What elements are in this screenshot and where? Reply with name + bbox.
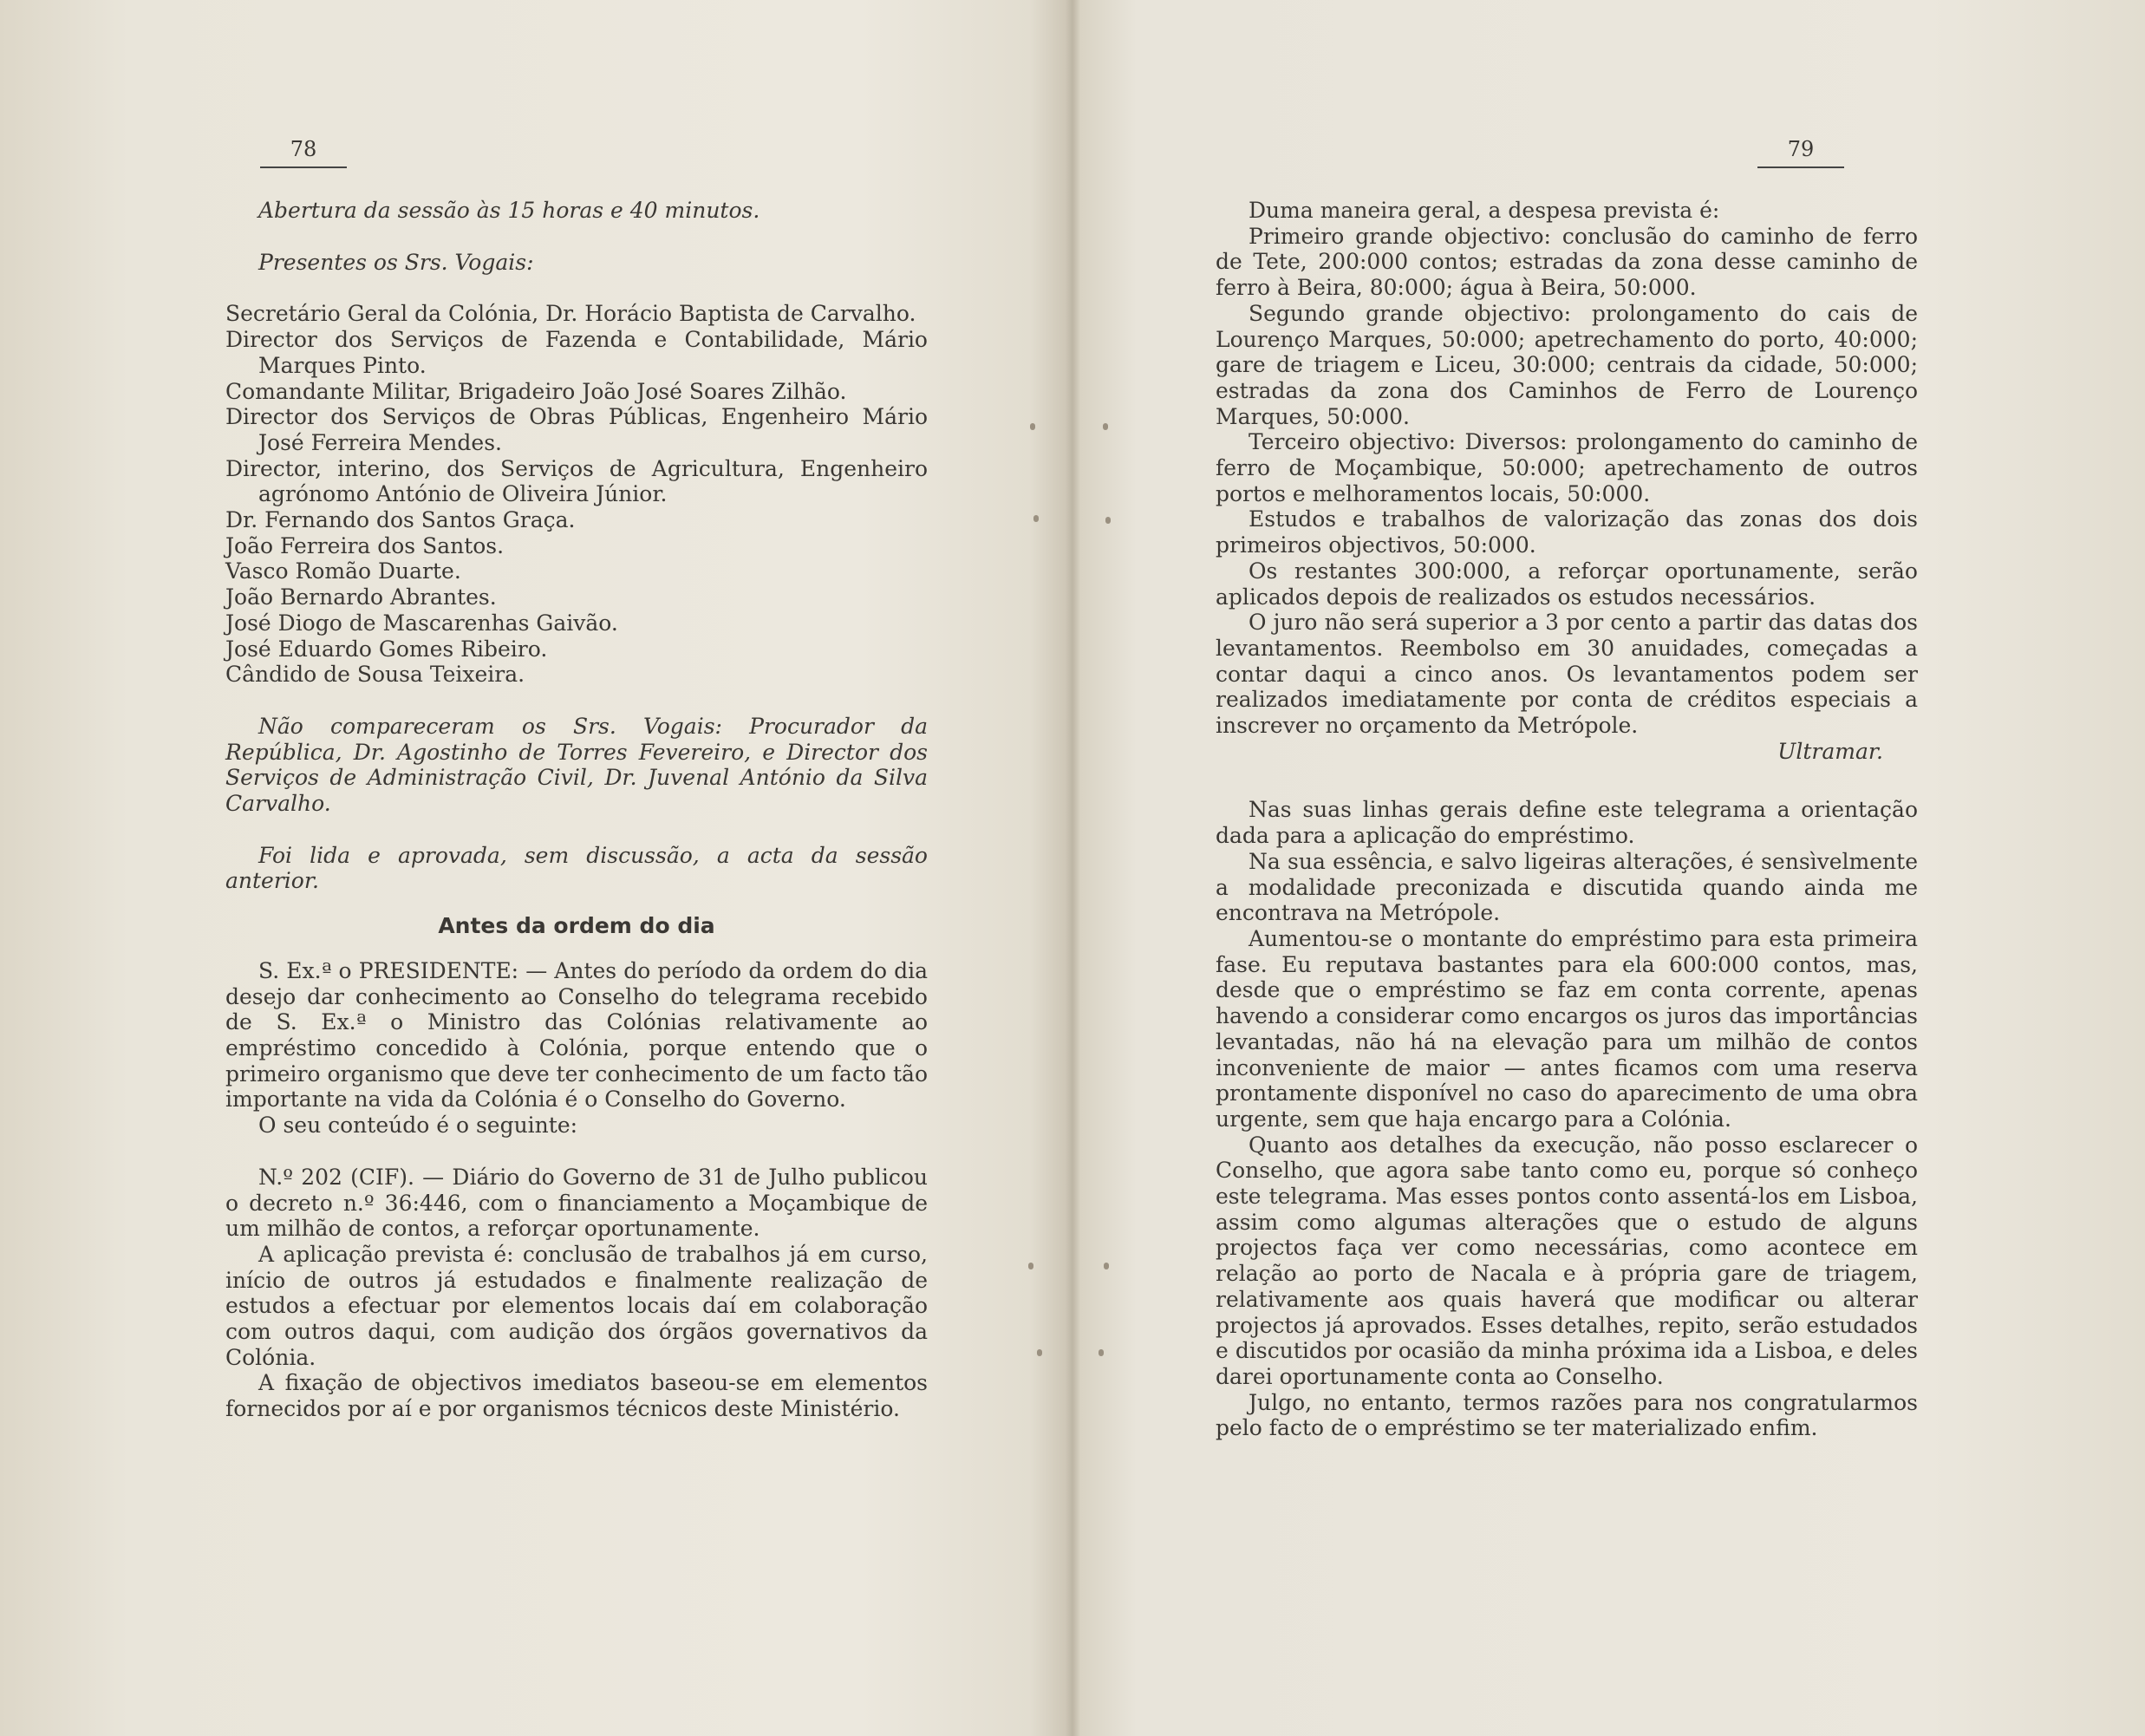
left-text-column <box>225 198 928 1422</box>
body-paragraph: Quanto aos detalhes da execução, não posso esclarecer o Conselho, que agora sabe tanto como eu, porque só conheço este telegrama. Mas esses pontos conto assentá-los em Lisboa, assim como algumas alterações que o estudo de alguns projectos faça ver como necessárias, como acontece em relação ao porto de Nacala e à própria gare de triagem, relativamente aos quais haverá que modificar ou alterar projectos já aprovados. Esses detalhes, repito, serão estudados e discutidos por ocasião da minha próxima ida a Lisboa, e deles darei oportunamente conta ao Conselho. <box>1216 1132 1918 1389</box>
content-intro: O seu conteúdo é o seguinte: <box>258 1113 578 1139</box>
president-speech: S. Ex.ª o PRESIDENTE: — Antes do período da ordem do dia desejo dar conhecimento ao Conselho do telegrama recebido de S. Ex.ª o Ministro das Colónias relativamente ao empréstimo concedido à Colónia, porque entendo que o primeiro organismo que deve ter conhecimento de um facto tão importante na vida da Colónia é o Conselho do Governo. <box>225 957 928 1113</box>
attendee: José Eduardo Gomes Ribeiro. <box>225 636 548 662</box>
body-paragraph: O juro não será superior a 3 por cento a partir das datas dos levantamentos. Reembolso em 30 anuidades, começadas a contar daqui a cinco anos. Os levantamentos podem ser realizados imediatamente por conta de créditos especiais a inscrever no orçamento da Metrópole. <box>1216 610 1918 739</box>
attendee: Secretário Geral da Colónia, Dr. Horácio Baptista de Carvalho. <box>225 301 916 327</box>
right-text-column <box>1216 198 1918 1441</box>
attendee: Dr. Fernando dos Santos Graça. <box>225 507 576 533</box>
attendee: João Bernardo Abrantes. <box>225 584 497 610</box>
body-paragraph: Aumentou-se o montante do empréstimo para esta primeira fase. Eu reputava bastantes para ela 600:000 contos, mas, desde que o empréstimo se faz em conta corrente, apenas havendo a considerar como encargos os juros das importâncias levantadas, não há na elevação para um milhão de contos inconveniente de maior — antes ficamos com uma reserva prontamente disponível no caso do aparecimento de uma obra urgente, sem que haja encargo para a Colónia. <box>1216 925 1918 1132</box>
body-paragraph: Terceiro objectivo: Diversos: prolongamento do caminho de ferro de Moçambique, 50:000; apetrechamento de outros portos e melhoramentos locais, 50:000. <box>1216 429 1918 506</box>
binding-hole-mark <box>1105 517 1111 524</box>
right-page <box>1072 0 2145 1736</box>
absent-members: Não compareceram os Srs. Vogais: Procurador da República, Dr. Agostinho de Torres Fevereiro, e Director dos Serviços de Administração Civil, Dr. Juvenal António da Silva Carvalho. <box>225 713 928 817</box>
body-paragraph: Estudos e trabalhos de valorização das zonas dos dois primeiros objectivos, 50:000. <box>1216 506 1918 558</box>
minutes-approved: Foi lida e aprovada, sem discussão, a acta da sessão anterior. <box>225 842 928 894</box>
binding-hole-mark <box>1099 1349 1104 1356</box>
attendee: João Ferreira dos Santos. <box>225 532 505 558</box>
body-paragraph: Duma maneira geral, a despesa prevista é: <box>1249 198 1720 223</box>
attendee: José Diogo de Mascarenhas Gaivão. <box>225 610 618 636</box>
attendee: Director, interino, dos Serviços de Agricultura, Engenheiro agrónomo António de Oliveira Júnior. <box>225 455 928 507</box>
section-heading: Antes da ordem do dia <box>438 913 715 939</box>
page-number-left: 78 <box>260 137 347 168</box>
attendee: Comandante Militar, Brigadeiro João José Soares Zilhão. <box>225 378 847 404</box>
binding-hole-mark <box>1104 1263 1109 1269</box>
page-number-right: 79 <box>1757 137 1844 168</box>
body-paragraph: Na sua essência, e salvo ligeiras alterações, é sensìvelmente a modalidade preconizada e discutida quando ainda me encontrava na Metrópole. <box>1216 848 1918 926</box>
telegram-paragraph: A fixação de objectivos imediatos baseou-se em elementos fornecidos por aí e por organismos técnicos deste Ministério. <box>225 1370 928 1422</box>
telegram-signature: Ultramar. <box>1777 738 1883 764</box>
telegram-paragraph: A aplicação prevista é: conclusão de trabalhos já em curso, início de outros já estudados e finalmente realização de estudos a efectuar por elementos locais daí em colaboração com outros daqui, com audição dos órgãos governativos da Colónia. <box>225 1241 928 1370</box>
attendee: Vasco Romão Duarte. <box>225 558 461 584</box>
body-paragraph: Julgo, no entanto, termos razões para nos congratularmos pelo facto de o empréstimo se ter materializado enfim. <box>1216 1389 1918 1441</box>
attendee: Director dos Serviços de Obras Públicas, Engenheiro Mário José Ferreira Mendes. <box>225 404 928 455</box>
left-page <box>0 0 1072 1736</box>
body-paragraph: Os restantes 300:000, a reforçar oportunamente, serão aplicados depois de realizados os estudos necessários. <box>1216 558 1918 610</box>
body-paragraph: Nas suas linhas gerais define este telegrama a orientação dada para a aplicação do empréstimo. <box>1216 797 1918 849</box>
attendee: Director dos Serviços de Fazenda e Contabilidade, Mário Marques Pinto. <box>225 327 928 378</box>
body-paragraph: Segundo grande objectivo: prolongamento do cais de Lourenço Marques, 50:000; apetrechamento do porto, 40:000; gare de triagem e Liceu, 30:000; centrais da cidade, 50:000; estradas da zona dos Caminhos de Ferro de Lourenço Marques, 50:000. <box>1216 300 1918 429</box>
binding-hole-mark <box>1037 1349 1042 1356</box>
attendee-list <box>225 301 928 688</box>
attendee: Cândido de Sousa Teixeira. <box>225 662 525 688</box>
body-paragraph: Primeiro grande objectivo: conclusão do caminho de ferro de Tete, 200:000 contos; estradas da zona desse caminho de ferro à Beira, 80:000; água à Beira, 50:000. <box>1216 223 1918 301</box>
paragraph-spacer <box>1216 764 1918 797</box>
present-title: Presentes os Srs. Vogais: <box>258 249 534 275</box>
binding-hole-mark <box>1103 423 1108 430</box>
binding-hole-mark <box>1033 515 1039 522</box>
session-opening: Abertura da sessão às 15 horas e 40 minutos. <box>258 198 760 223</box>
binding-hole-mark <box>1030 423 1035 430</box>
telegram-paragraph: N.º 202 (CIF). — Diário do Governo de 31 de Julho publicou o decreto n.º 36:446, com o financiamento a Moçambique de um milhão de contos, a reforçar oportunamente. <box>225 1164 928 1242</box>
binding-hole-mark <box>1028 1263 1033 1269</box>
